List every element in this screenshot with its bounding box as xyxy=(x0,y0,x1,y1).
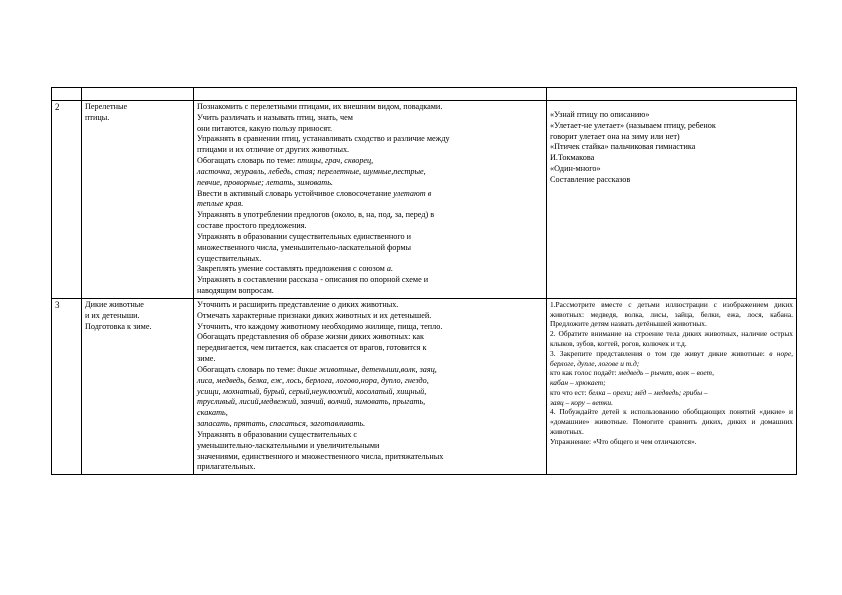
goal-line: Познакомить с перелетными птицами, их внешним видом, повадками. xyxy=(197,102,443,111)
table-row xyxy=(52,101,797,299)
table-cell xyxy=(82,88,194,101)
goal-line: Упражнять в образовании существительных единственного и xyxy=(197,231,412,241)
topic-line: Подготовка к зиме. xyxy=(85,321,152,331)
goal-line: скакать, xyxy=(197,408,228,418)
game-line: 2. Обратите внимание на строение тела диких животных, наличие острых клыков, зубов, когтей, рогов, колючек и т.д. xyxy=(550,329,793,348)
goals-cell xyxy=(194,298,547,474)
game-line xyxy=(550,388,793,398)
goal-line xyxy=(197,189,543,200)
habitat-italic: в норе, берлоге, дупле, логове и т.д; xyxy=(550,348,793,368)
topic-line: Дикие животные xyxy=(85,299,144,309)
goal-line xyxy=(197,365,543,376)
phrase-italic: улетают в xyxy=(393,188,432,198)
goals-cell xyxy=(194,101,547,299)
vocab-italic: птицы, грач, скворец, xyxy=(297,156,374,166)
goal-line: наводящим вопросам. xyxy=(197,286,274,296)
game-line: Упражнение: «Что общего и чем отличаются». xyxy=(550,436,697,446)
row-number: 2 xyxy=(55,102,60,112)
goal-line: Уточнить и расширить представление о диких животных. xyxy=(197,299,399,309)
game-line xyxy=(550,349,793,369)
topic-line: птицы. xyxy=(85,112,110,122)
goal-line: птицами и их отличие от других животных. xyxy=(197,145,350,155)
goal-line: прилагательных. xyxy=(197,462,256,472)
game-line: Составление рассказов xyxy=(550,174,631,184)
goal-line: Упражнять в составлении рассказа - описания по опорной схеме и xyxy=(197,275,429,285)
game-text: кто как голос подаёт: xyxy=(550,368,619,378)
goal-line: Упражнять в образовании существительных с xyxy=(197,429,358,439)
game-line: заяц – кору – ветки. xyxy=(550,397,613,407)
row-number: 3 xyxy=(55,299,60,310)
goal-line xyxy=(197,264,543,275)
game-line: «Улетает-не улетает» (называем птицу, ребенок xyxy=(550,120,716,130)
goal-line xyxy=(197,156,543,167)
row-number-cell xyxy=(52,101,82,299)
game-line: И.Токмакова xyxy=(550,153,595,163)
goal-line: передвигается, чем питается, как спасается от врагов, готовится к xyxy=(197,343,427,353)
table-cell xyxy=(547,88,797,101)
game-line: «Птичек стайка» пальчиковая гимнастика xyxy=(550,142,696,152)
goal-line: Учить различать и называть птиц, знать, чем xyxy=(197,112,353,122)
games-cell xyxy=(547,298,797,474)
game-line xyxy=(550,368,793,378)
goal-line: певчие, проворные; летать, зимовать. xyxy=(197,177,333,187)
voice-italic: медведь – рычит, волк – воет, xyxy=(618,368,714,378)
goal-line: уменьшительно-ласкательными и увеличительными xyxy=(197,440,380,450)
goal-line: Упражнять в сравнении птиц, устанавливать сходство и различие между xyxy=(197,134,450,144)
table-row xyxy=(52,298,797,474)
game-line: кабан – хрюкает; xyxy=(550,378,606,388)
topic-cell xyxy=(82,101,194,299)
row-number-cell xyxy=(52,298,82,474)
goal-line: значениями, единственного и множественного числа, притяжательных xyxy=(197,451,444,461)
goal-line: ласточка, журавль, лебедь, стая; перелетные, шумные,пестрые, xyxy=(197,166,426,176)
game-line: 1.Рассмотрите вместе с детьми иллюстрации с изображением диких животных: медведя, волка, лисы, зайца, белки, ежа, лося, кабана. Предложите детям назвать детёнышей животных. xyxy=(550,299,793,329)
conj-italic: а. xyxy=(386,264,394,274)
goal-line: Отмечать характерные признаки диких животных и их детенышей. xyxy=(197,310,432,320)
game-line: «Один-много» xyxy=(550,164,601,174)
table-row-empty xyxy=(52,88,797,101)
goal-line: трусливый, лисий,медвежий, заячий, волчий, зимовать, прыгать, xyxy=(197,397,426,407)
topic-line: и их детеныши. xyxy=(85,310,140,320)
goal-line: зиме. xyxy=(197,354,216,364)
game-text: 3. Закрепите представления о том где живут дикие животные: xyxy=(550,348,770,358)
game-line: говорит улетает она на зиму или нет) xyxy=(550,131,680,141)
table-cell xyxy=(194,88,547,101)
goal-line: теплые края. xyxy=(197,199,244,209)
goal-line: множественного числа, уменьшительно-ласкательной формы xyxy=(197,242,412,252)
goal-text: Закреплять умение составлять предложения с союзом xyxy=(197,264,387,274)
goal-text: Обогащать словарь по теме: xyxy=(197,156,298,166)
games-cell xyxy=(547,101,797,299)
goal-line: Обогащать представления об образе жизни диких животных: как xyxy=(197,332,424,342)
goal-line: запасать, прятать, спасаться, заготавливать. xyxy=(197,419,366,429)
goal-line: лиса, медведь, белка, еж, лось, берлога, логово,нора, дупло, гнездо, xyxy=(197,375,429,385)
goal-line: они питаются, какую пользу приносят. xyxy=(197,123,333,133)
goal-line: Уточнить, что каждому животному необходимо жилище, пища, тепло. xyxy=(197,321,443,331)
goal-line: существительных. xyxy=(197,253,262,263)
vocab-italic: дикие животные, детеныши,волк, заяц, xyxy=(297,364,437,374)
goal-line: усищи, мохнатый, бурый, серый,неуклюжий, косолапый, хищный, xyxy=(197,386,427,396)
topic-cell xyxy=(82,298,194,474)
goal-text: Ввести в активный словарь устойчивое словосочетание xyxy=(197,188,394,198)
game-text: кто что ест: xyxy=(550,387,589,397)
goal-line: Упражнять в употреблении предлогов (около, в, на, под, за, перед) в xyxy=(197,210,435,220)
lesson-plan-table xyxy=(51,87,797,475)
food-italic: белка – орехи; мёд – медведь; грибы – xyxy=(588,387,708,397)
table-cell xyxy=(52,88,82,101)
topic-line: Перелетные xyxy=(85,102,128,111)
goal-line: составе простого предложения. xyxy=(197,221,307,231)
game-line: «Узнай птицу по описанию» xyxy=(550,110,650,119)
goal-text: Обогащать словарь по теме: xyxy=(197,364,298,374)
game-line: 4. Побуждайте детей к использованию обобщающих понятий «дикие» и «домашние» животные. Помогите сравнить диких, диких и домашних животных. xyxy=(550,407,793,436)
